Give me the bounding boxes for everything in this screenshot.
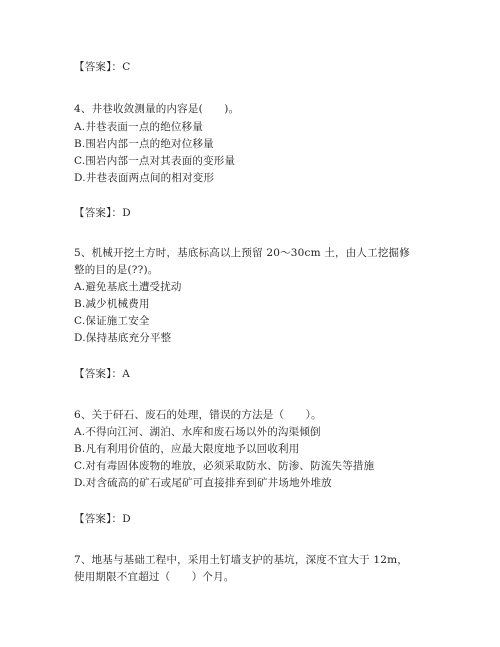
question-7-stem-line1: 7、地基与基础工程中，采用土钉墙支护的基坑，深度不宜大于 12m，: [74, 554, 408, 566]
answer-5: 【答案】：A: [74, 368, 131, 380]
question-4-option-b: B.围岩内部一点的绝对位移量: [74, 138, 214, 150]
question-6-option-d: D.对含硫高的矿石或尾矿可直接排弃到矿井场地外堆放: [74, 477, 332, 489]
answer-4: 【答案】：D: [74, 207, 131, 219]
question-6-option-b: B.凡有利用价值的，应最大限度地予以回收利用: [74, 443, 300, 455]
question-5-stem-line1: 5、机械开挖土方时，基底标高以上预留 20～30cm 土，由人工挖掘修: [74, 247, 410, 259]
answer-6: 【答案】：D: [74, 513, 131, 525]
question-6-option-c: C.对有毒固体废物的堆放，必须采取防水、防渗、防流失等措施: [74, 460, 375, 472]
question-4-option-a: A.井巷表面一点的绝位移量: [74, 121, 204, 133]
question-6-option-a: A.不得向江河、湖泊、水库和废石场以外的沟渠倾倒: [74, 426, 321, 438]
question-4-option-d: D.井巷表面两点间的相对变形: [74, 172, 215, 184]
question-5-option-b: B.减少机械费用: [74, 298, 150, 310]
question-5-option-d: D.保持基底充分平整: [74, 332, 172, 344]
question-6-stem: 6、关于矸石、废石的处理，错误的方法是（ ）。: [74, 409, 322, 421]
question-5-stem-line2: 整的目的是(??)。: [74, 264, 159, 276]
question-7-stem-line2: 使用期限不宜超过（ ）个月。: [74, 571, 235, 583]
question-5-option-c: C.保证施工安全: [74, 315, 150, 327]
question-4-option-c: C.围岩内部一点对其表面的变形量: [74, 155, 236, 167]
answer-3: 【答案】：C: [74, 61, 131, 73]
question-5-option-a: A.避免基底土遭受扰动: [74, 281, 182, 293]
question-4-stem: 4、井巷收敛测量的内容是( )。: [74, 103, 240, 115]
